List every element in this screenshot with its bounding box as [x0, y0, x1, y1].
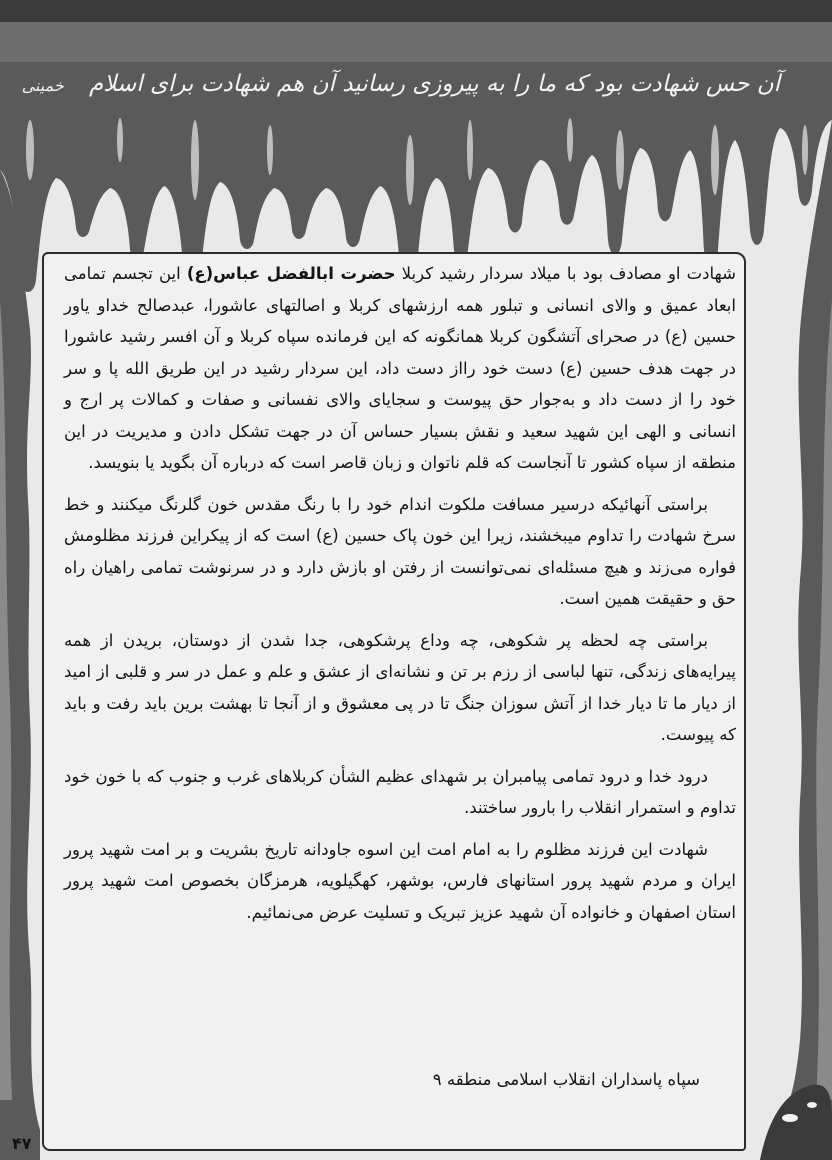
bottom-right-splash: [760, 1085, 832, 1160]
paragraph-5: شهادت این فرزند مظلوم را به امام امت این اسوه جاودانه تاریخ بشریت و بر امت شهید پرور ایران و مردم شهید پرور استانهای فارس، بوشهر، کهگیلویه، هرمزگان بخصوص امت شهید پرور استان اصفهان و خانواده آن شهید عزیز تبریک و تسلیت عرض می‌نمائیم.: [64, 839, 736, 922]
header-quote-signature: خمینی: [21, 76, 64, 95]
page-number: ۴۷: [12, 1134, 32, 1153]
header-quote-text: آن حس شهادت بود که ما را به پیروزی رسانید آن هم شهادت برای اسلام: [89, 71, 780, 97]
article-body: [64, 258, 736, 938]
paragraph-2: براستی آنهائیکه درسیر مسافت ملکوت اندام خود را با رنگ مقدس خون گلرنگ میکنند و خط سرخ شهادت را تداوم میبخشند، زیرا این خون پاک حسین (ع) است که از پیکراین فرزند مظلومش فواره می‌زند و هیچ مسئله‌ای نمی‌توانست از رفتن او بازش دارد و در سرنوشت تمامی راهیان راه حق و حقیقت همین است.: [64, 494, 736, 608]
paragraph-1-bold: حضرت ابالفضل عباس(ع): [186, 264, 396, 283]
paragraph-3: براستی چه لحظه پر شکوهی، چه وداع پرشکوهی، جدا شدن از دوستان، بریدن از همه پیرایه‌های زندگی، تنها لباسی از رزم بر تن و نشانه‌ای از عشق و علم و عمل در سر و قلبی از امید از دیار ما تا دیار خدا از آتش سوزان جنگ تا در پی معشوق و از آنجا تا بهشت برین باید رفت و باید که پیوست.: [64, 630, 736, 744]
paragraph-1-text: این تجسم تمامی ابعاد عمیق و والای انسانی و تبلور همه ارزشهای کربلا و اصالتهای عاشورا، عبدصالح خداو یاور حسین (ع) در صحرای آتشگون کربلا همانگونه که این فرمانده سپاه کربلا و آن افسر رشید عاشورا در جهت هدف حسین (ع) دست خود رااز دست داد، این سردار رشید در این طریق الله پا و سر خود را از دست داد و به‌جوار حق پیوست و سجایای والای نفسانی و صفات و کمالات پر ارج و انسانی و الهی این شهید سعید و نقش بسیار حساس آن در جهت تشکل دادن و مدیریت در این منطقه از سپاه کشور تا آنجاست که قلم ناتوان و زبان قاصر است که درباره آن بگوید یا بنویسد.: [64, 264, 736, 472]
article-signature: سپاه پاسداران انقلاب اسلامی منطقه ۹: [432, 1070, 700, 1089]
paragraph-1: [64, 258, 736, 479]
header-quote: [21, 62, 780, 106]
paragraph-4: درود خدا و درود تمامی پیامبران بر شهدای عظیم الشأن کربلاهای غرب و جنوب که با خون خود تداوم و استمرار انقلاب را بارور ساختند.: [64, 766, 736, 817]
paragraph-1-lead: شهادت او مصادف بود با میلاد سردار رشید کربلا: [395, 264, 736, 283]
